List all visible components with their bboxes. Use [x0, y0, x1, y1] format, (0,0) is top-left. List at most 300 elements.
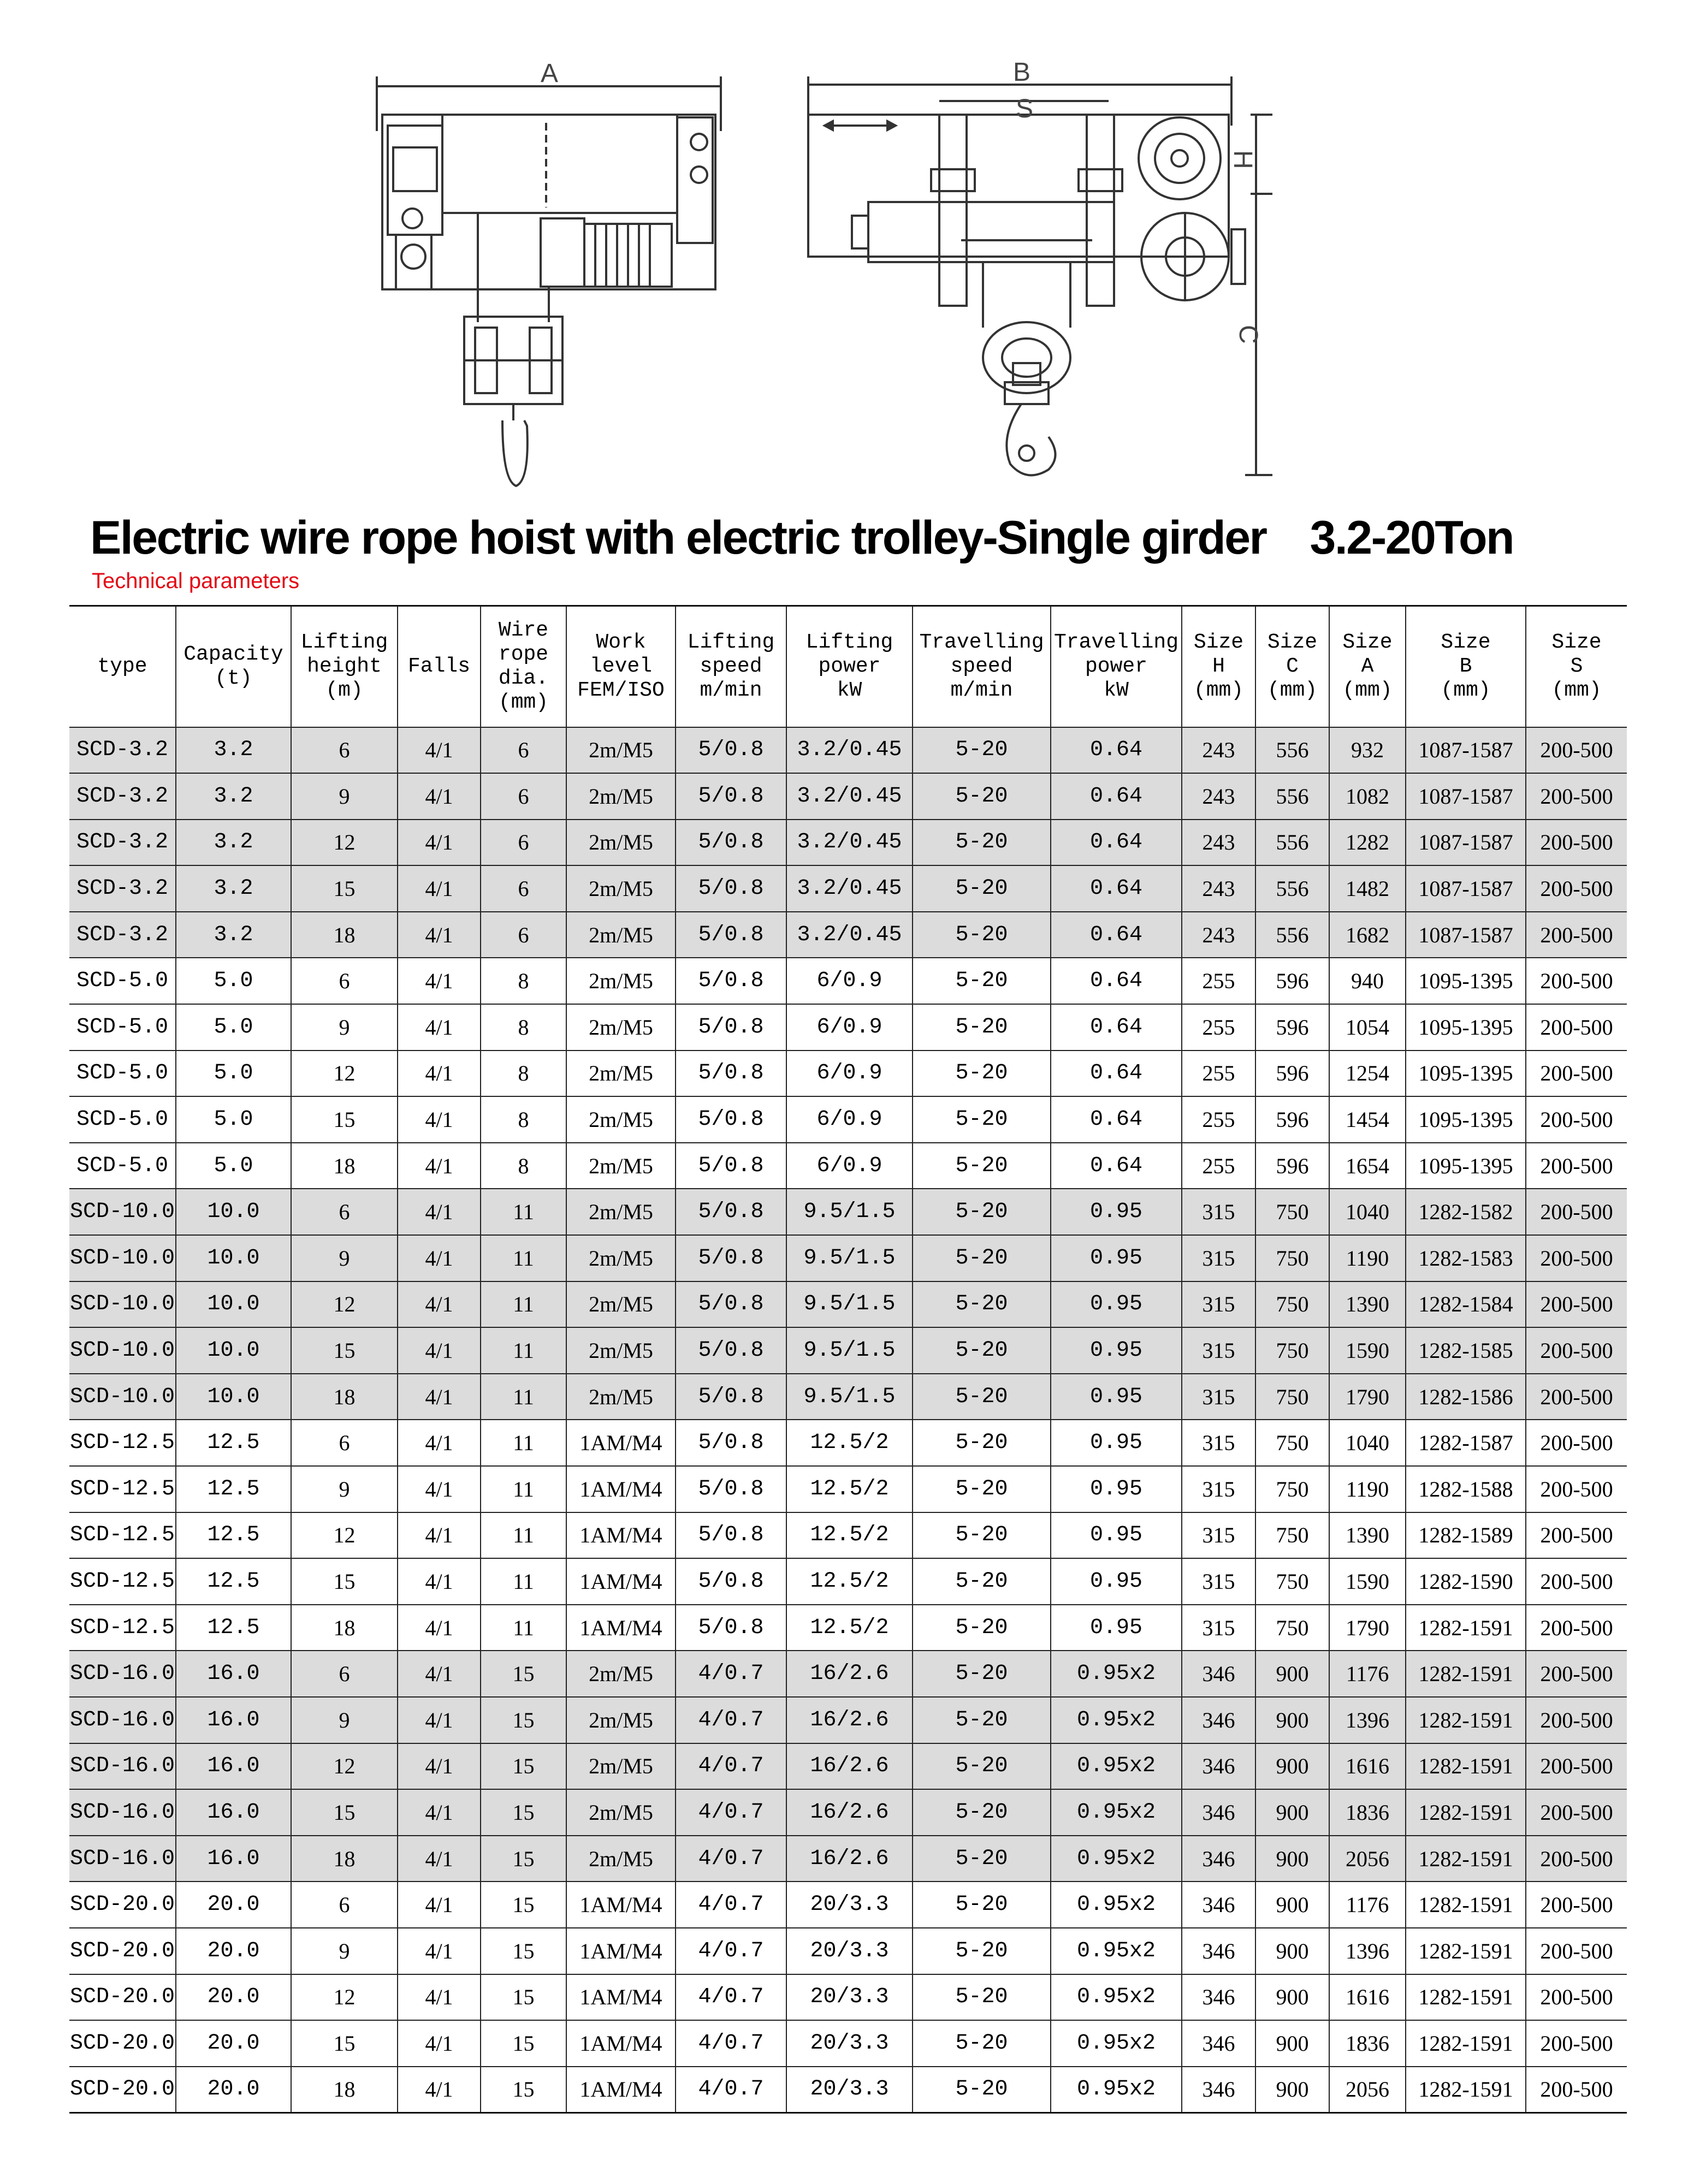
table-cell: 9.5/1.5 [786, 1189, 913, 1235]
table-cell: 6 [481, 865, 566, 912]
table-body [69, 727, 1627, 2113]
table-cell: SCD-20.0 [69, 2020, 176, 2067]
table-cell: 0.95 [1051, 1512, 1182, 1559]
table-cell: 15 [481, 1743, 566, 1790]
table-cell: 5-20 [913, 1697, 1051, 1743]
table-cell: 4/0.7 [676, 1836, 786, 1882]
table-cell: 2m/M5 [566, 912, 676, 958]
table-cell: 1282-1591 [1406, 1651, 1526, 1697]
table-cell: 2m/M5 [566, 820, 676, 866]
table-cell: 5/0.8 [676, 1096, 786, 1143]
table-cell: 12.5/2 [786, 1420, 913, 1466]
table-cell: SCD-10.0 [69, 1235, 176, 1281]
column-header [291, 606, 398, 727]
table-cell: 18 [291, 1836, 398, 1882]
table-cell: 15 [481, 2020, 566, 2067]
column-header [1255, 606, 1329, 727]
table-cell: 3.2 [176, 727, 291, 774]
table-cell: 5.0 [176, 1051, 291, 1097]
table-cell: 9.5/1.5 [786, 1235, 913, 1281]
table-cell: 6 [291, 1189, 398, 1235]
column-header-line: (mm) [1441, 678, 1491, 702]
table-row [69, 1235, 1627, 1281]
column-header-line: H [1212, 654, 1225, 678]
table-cell: 1282-1582 [1406, 1189, 1526, 1235]
table-cell: 1482 [1329, 865, 1406, 912]
column-header [676, 606, 786, 727]
table-cell: 315 [1182, 1466, 1255, 1512]
table-cell: 200-500 [1526, 912, 1627, 958]
table-cell: 200-500 [1526, 1743, 1627, 1790]
table-cell: 0.95x2 [1051, 1697, 1182, 1743]
table-cell: 6 [481, 912, 566, 958]
table-row [69, 1789, 1627, 1836]
table-cell: 11 [481, 1420, 566, 1466]
table-cell: 4/1 [398, 1743, 481, 1790]
table-cell: 1790 [1329, 1605, 1406, 1651]
table-cell: 900 [1255, 2067, 1329, 2113]
table-cell: 0.95x2 [1051, 1743, 1182, 1790]
table-cell: 5/0.8 [676, 1051, 786, 1097]
table-cell: 5-20 [913, 958, 1051, 1004]
table-cell: 900 [1255, 2020, 1329, 2067]
column-header-line: kW [1104, 678, 1129, 702]
table-cell: 16.0 [176, 1789, 291, 1836]
table-cell: 1176 [1329, 1882, 1406, 1928]
table-cell: 200-500 [1526, 1882, 1627, 1928]
table-cell: 900 [1255, 1882, 1329, 1928]
table-cell: 255 [1182, 1051, 1255, 1097]
dimension-label-c: C [1234, 325, 1263, 344]
table-cell: 20.0 [176, 2020, 291, 2067]
table-cell: SCD-5.0 [69, 958, 176, 1004]
table-cell: 12 [291, 1051, 398, 1097]
table-cell: 255 [1182, 1143, 1255, 1189]
table-cell: 750 [1255, 1281, 1329, 1328]
table-cell: 200-500 [1526, 1605, 1627, 1651]
table-cell: 596 [1255, 1051, 1329, 1097]
table-cell: 200-500 [1526, 1836, 1627, 1882]
table-cell: 16.0 [176, 1697, 291, 1743]
table-cell: 10.0 [176, 1189, 291, 1235]
table-cell: 1087-1587 [1406, 727, 1526, 774]
table-cell: 1654 [1329, 1143, 1406, 1189]
table-row [69, 1374, 1627, 1420]
table-cell: 0.95 [1051, 1420, 1182, 1466]
table-cell: 5-20 [913, 1928, 1051, 1974]
table-cell: 5/0.8 [676, 1235, 786, 1281]
table-cell: 11 [481, 1327, 566, 1374]
table-cell: 1282-1591 [1406, 2020, 1526, 2067]
table-cell: 750 [1255, 1466, 1329, 1512]
table-row [69, 1004, 1627, 1051]
table-cell: 0.64 [1051, 958, 1182, 1004]
table-cell: 3.2/0.45 [786, 820, 913, 866]
table-cell: 243 [1182, 727, 1255, 774]
table-cell: 315 [1182, 1235, 1255, 1281]
column-header-line: Travelling [1053, 630, 1179, 654]
table-cell: 6/0.9 [786, 1143, 913, 1189]
table-cell: 6 [481, 773, 566, 820]
table-cell: 315 [1182, 1605, 1255, 1651]
table-cell: 750 [1255, 1374, 1329, 1420]
table-cell: 1095-1395 [1406, 1004, 1526, 1051]
table-cell: 15 [291, 2020, 398, 2067]
table-cell: 1190 [1329, 1235, 1406, 1281]
column-header-line: Size [1193, 630, 1244, 654]
table-cell: 8 [481, 1096, 566, 1143]
table-cell: 4/1 [398, 2067, 481, 2113]
table-cell: SCD-5.0 [69, 1004, 176, 1051]
table-cell: 1095-1395 [1406, 958, 1526, 1004]
table-row [69, 1051, 1627, 1097]
table-cell: 10.0 [176, 1374, 291, 1420]
column-header [566, 606, 676, 727]
table-cell: 5-20 [913, 1281, 1051, 1328]
table-cell: 9 [291, 1466, 398, 1512]
table-cell: 243 [1182, 865, 1255, 912]
table-cell: 1396 [1329, 1928, 1406, 1974]
table-cell: 16.0 [176, 1743, 291, 1790]
table-cell: 4/1 [398, 912, 481, 958]
table-cell: 315 [1182, 1420, 1255, 1466]
table-cell: 2m/M5 [566, 1235, 676, 1281]
column-header-line: Wire [498, 618, 549, 642]
table-cell: 4/1 [398, 1143, 481, 1189]
table-cell: SCD-10.0 [69, 1374, 176, 1420]
table-cell: 200-500 [1526, 1235, 1627, 1281]
table-cell: 11 [481, 1605, 566, 1651]
table-cell: 5-20 [913, 1327, 1051, 1374]
column-header-line: level [589, 654, 653, 678]
table-cell: 315 [1182, 1189, 1255, 1235]
table-cell: 200-500 [1526, 1558, 1627, 1605]
table-cell: 200-500 [1526, 1327, 1627, 1374]
table-cell: 1590 [1329, 1558, 1406, 1605]
table-cell: 346 [1182, 1743, 1255, 1790]
table-cell: 18 [291, 2067, 398, 2113]
column-header [69, 606, 176, 727]
table-cell: SCD-16.0 [69, 1789, 176, 1836]
column-header-line: (m) [325, 678, 363, 702]
table-row [69, 1327, 1627, 1374]
table-cell: 4/0.7 [676, 1651, 786, 1697]
table-cell: 3.2/0.45 [786, 773, 913, 820]
table-cell: SCD-12.5 [69, 1420, 176, 1466]
table-cell: 346 [1182, 1789, 1255, 1836]
table-cell: 1040 [1329, 1189, 1406, 1235]
table-cell: SCD-16.0 [69, 1697, 176, 1743]
table-row [69, 865, 1627, 912]
table-cell: 20/3.3 [786, 1974, 913, 2021]
table-cell: 2m/M5 [566, 727, 676, 774]
table-cell: 5/0.8 [676, 820, 786, 866]
table-row [69, 1558, 1627, 1605]
table-cell: 4/1 [398, 1789, 481, 1836]
table-cell: 16.0 [176, 1651, 291, 1697]
column-header [481, 606, 566, 727]
table-cell: 346 [1182, 1697, 1255, 1743]
table-cell: 1836 [1329, 2020, 1406, 2067]
table-cell: 1836 [1329, 1789, 1406, 1836]
table-cell: SCD-12.5 [69, 1466, 176, 1512]
column-header-line: (mm) [498, 690, 549, 714]
table-cell: 750 [1255, 1512, 1329, 1559]
column-header-line: A [1361, 654, 1374, 678]
table-cell: 200-500 [1526, 1928, 1627, 1974]
table-cell: 4/1 [398, 1605, 481, 1651]
table-row [69, 912, 1627, 958]
table-cell: 8 [481, 1143, 566, 1189]
table-cell: 900 [1255, 1836, 1329, 1882]
table-cell: 5-20 [913, 1096, 1051, 1143]
table-cell: 0.95 [1051, 1374, 1182, 1420]
table-cell: 5-20 [913, 727, 1051, 774]
table-cell: 11 [481, 1189, 566, 1235]
table-cell: 9 [291, 1235, 398, 1281]
table-cell: 9 [291, 773, 398, 820]
table-cell: 900 [1255, 1974, 1329, 2021]
table-cell: 16/2.6 [786, 1789, 913, 1836]
table-cell: SCD-10.0 [69, 1281, 176, 1328]
table-cell: 200-500 [1526, 2020, 1627, 2067]
table-cell: 750 [1255, 1235, 1329, 1281]
table-cell: 1282-1586 [1406, 1374, 1526, 1420]
table-cell: SCD-3.2 [69, 912, 176, 958]
table-cell: 200-500 [1526, 1281, 1627, 1328]
table-cell: 15 [481, 1789, 566, 1836]
table-cell: 11 [481, 1558, 566, 1605]
table-cell: 5-20 [913, 1143, 1051, 1189]
table-row [69, 820, 1627, 866]
table-cell: 1040 [1329, 1420, 1406, 1466]
table-cell: 200-500 [1526, 1096, 1627, 1143]
table-cell: 2m/M5 [566, 1697, 676, 1743]
column-header [1406, 606, 1526, 727]
table-cell: 15 [291, 1096, 398, 1143]
table-row [69, 1743, 1627, 1790]
table-cell: 4/1 [398, 1374, 481, 1420]
table-cell: 11 [481, 1281, 566, 1328]
table-cell: 5-20 [913, 820, 1051, 866]
table-cell: 200-500 [1526, 958, 1627, 1004]
table-cell: 200-500 [1526, 865, 1627, 912]
column-header-line: S [1570, 654, 1583, 678]
table-cell: SCD-3.2 [69, 820, 176, 866]
table-cell: 243 [1182, 773, 1255, 820]
column-header-line: (mm) [1193, 678, 1244, 702]
table-cell: 16.0 [176, 1836, 291, 1882]
table-row [69, 958, 1627, 1004]
table-row [69, 1605, 1627, 1651]
table-cell: 2m/M5 [566, 1789, 676, 1836]
table-cell: 1176 [1329, 1651, 1406, 1697]
table-cell: 15 [481, 1974, 566, 2021]
column-header-line: speed [700, 654, 762, 678]
table-cell: 4/1 [398, 773, 481, 820]
table-cell: SCD-10.0 [69, 1189, 176, 1235]
page-title [90, 511, 1674, 565]
table-cell: 200-500 [1526, 1004, 1627, 1051]
table-cell: 3.2/0.45 [786, 865, 913, 912]
table-cell: 3.2/0.45 [786, 912, 913, 958]
table-cell: 1282-1585 [1406, 1327, 1526, 1374]
table-cell: 556 [1255, 773, 1329, 820]
table-cell: 16/2.6 [786, 1743, 913, 1790]
table-cell: 4/1 [398, 1882, 481, 1928]
table-cell: 0.95x2 [1051, 2020, 1182, 2067]
table-cell: 1AM/M4 [566, 1558, 676, 1605]
table-cell: 932 [1329, 727, 1406, 774]
table-cell: 2056 [1329, 1836, 1406, 1882]
table-cell: 20/3.3 [786, 1882, 913, 1928]
column-header [1182, 606, 1255, 727]
table-cell: 6/0.9 [786, 958, 913, 1004]
table-cell: 200-500 [1526, 1512, 1627, 1559]
table-cell: 2m/M5 [566, 773, 676, 820]
table-cell: 2m/M5 [566, 1281, 676, 1328]
table-cell: 6 [291, 727, 398, 774]
table-cell: 200-500 [1526, 1651, 1627, 1697]
column-header-line: speed [950, 654, 1013, 678]
table-cell: 2m/M5 [566, 1189, 676, 1235]
table-cell: 5/0.8 [676, 1420, 786, 1466]
table-cell: 11 [481, 1512, 566, 1559]
front-view-drawing [808, 76, 1272, 475]
table-cell: 5.0 [176, 1096, 291, 1143]
table-cell: 4/1 [398, 1558, 481, 1605]
column-header-line: rope [498, 642, 549, 666]
table-cell: 0.95x2 [1051, 1928, 1182, 1974]
table-row [69, 1420, 1627, 1466]
table-cell: 200-500 [1526, 1974, 1627, 2021]
table-cell: SCD-5.0 [69, 1143, 176, 1189]
table-cell: 15 [481, 1836, 566, 1882]
column-header-line: B [1459, 654, 1472, 678]
table-cell: 5-20 [913, 1374, 1051, 1420]
table-cell: 2m/M5 [566, 1327, 676, 1374]
table-row [69, 1974, 1627, 2021]
table-cell: SCD-3.2 [69, 773, 176, 820]
table-cell: 556 [1255, 912, 1329, 958]
table-cell: 10.0 [176, 1235, 291, 1281]
table-cell: 20/3.3 [786, 2067, 913, 2113]
table-row [69, 1512, 1627, 1559]
table-cell: 900 [1255, 1697, 1329, 1743]
table-cell: 5/0.8 [676, 727, 786, 774]
table-cell: 1396 [1329, 1697, 1406, 1743]
table-cell: 4/0.7 [676, 1697, 786, 1743]
table-cell: 596 [1255, 958, 1329, 1004]
table-cell: 900 [1255, 1928, 1329, 1974]
column-header [1051, 606, 1182, 727]
table-cell: 5-20 [913, 1420, 1051, 1466]
column-header-line: dia. [498, 666, 549, 690]
table-cell: 4/0.7 [676, 2067, 786, 2113]
table-cell: 18 [291, 1374, 398, 1420]
table-cell: SCD-5.0 [69, 1051, 176, 1097]
table-cell: 346 [1182, 1882, 1255, 1928]
table-cell: SCD-20.0 [69, 2067, 176, 2113]
table-cell: 1282-1591 [1406, 1605, 1526, 1651]
table-cell: 2m/M5 [566, 1051, 676, 1097]
table-cell: 1282-1591 [1406, 1928, 1526, 1974]
table-cell: 15 [481, 1882, 566, 1928]
table-cell: 200-500 [1526, 1789, 1627, 1836]
column-header-line: Size [1441, 630, 1491, 654]
table-cell: 900 [1255, 1743, 1329, 1790]
table-cell: 6 [291, 1651, 398, 1697]
table-cell: 200-500 [1526, 727, 1627, 774]
column-header-line: Lifting [805, 630, 893, 654]
table-cell: 255 [1182, 1096, 1255, 1143]
table-cell: 750 [1255, 1327, 1329, 1374]
table-cell: 8 [481, 1051, 566, 1097]
table-cell: 9.5/1.5 [786, 1281, 913, 1328]
table-cell: 12.5 [176, 1605, 291, 1651]
table-cell: 5-20 [913, 1235, 1051, 1281]
table-cell: 0.64 [1051, 1004, 1182, 1051]
table-cell: 596 [1255, 1143, 1329, 1189]
column-header [1329, 606, 1406, 727]
table-cell: 18 [291, 912, 398, 958]
table-cell: 0.95 [1051, 1189, 1182, 1235]
table-cell: 15 [481, 1928, 566, 1974]
table-cell: 1282-1587 [1406, 1420, 1526, 1466]
table-cell: 4/1 [398, 1651, 481, 1697]
table-cell: 1190 [1329, 1466, 1406, 1512]
table-cell: 200-500 [1526, 1374, 1627, 1420]
page-title-range: 3.2-20Ton [1310, 512, 1514, 564]
table-cell: 12 [291, 820, 398, 866]
table-cell: 16/2.6 [786, 1651, 913, 1697]
table-cell: 5-20 [913, 773, 1051, 820]
table-cell: 200-500 [1526, 1466, 1627, 1512]
hoist-drawings [0, 0, 1694, 502]
table-cell: 315 [1182, 1327, 1255, 1374]
table-cell: 200-500 [1526, 1420, 1627, 1466]
table-cell: 18 [291, 1605, 398, 1651]
column-header-line: Lifting [687, 630, 775, 654]
table-cell: 5-20 [913, 1558, 1051, 1605]
column-header [786, 606, 913, 727]
table-cell: 2m/M5 [566, 1004, 676, 1051]
table-cell: 4/1 [398, 1051, 481, 1097]
table-cell: 1282-1591 [1406, 1743, 1526, 1790]
table-cell: 16/2.6 [786, 1697, 913, 1743]
column-header-line: Capacity [183, 642, 283, 666]
table-cell: 4/0.7 [676, 1882, 786, 1928]
table-cell: 11 [481, 1235, 566, 1281]
column-header-line: kW [837, 678, 862, 702]
table-cell: 2m/M5 [566, 1096, 676, 1143]
table-cell: 1454 [1329, 1096, 1406, 1143]
table-cell: 1282-1588 [1406, 1466, 1526, 1512]
table-cell: 750 [1255, 1420, 1329, 1466]
table-cell: 5/0.8 [676, 1327, 786, 1374]
table-cell: 12.5/2 [786, 1512, 913, 1559]
table-cell: 12.5 [176, 1558, 291, 1605]
table-cell: 20.0 [176, 1882, 291, 1928]
table-cell: 200-500 [1526, 2067, 1627, 2113]
table-cell: 315 [1182, 1558, 1255, 1605]
table-cell: 5/0.8 [676, 1143, 786, 1189]
table-cell: 0.64 [1051, 912, 1182, 958]
table-cell: 255 [1182, 1004, 1255, 1051]
table-cell: 0.64 [1051, 1051, 1182, 1097]
table-cell: SCD-20.0 [69, 1882, 176, 1928]
column-header-line: (mm) [1267, 678, 1318, 702]
